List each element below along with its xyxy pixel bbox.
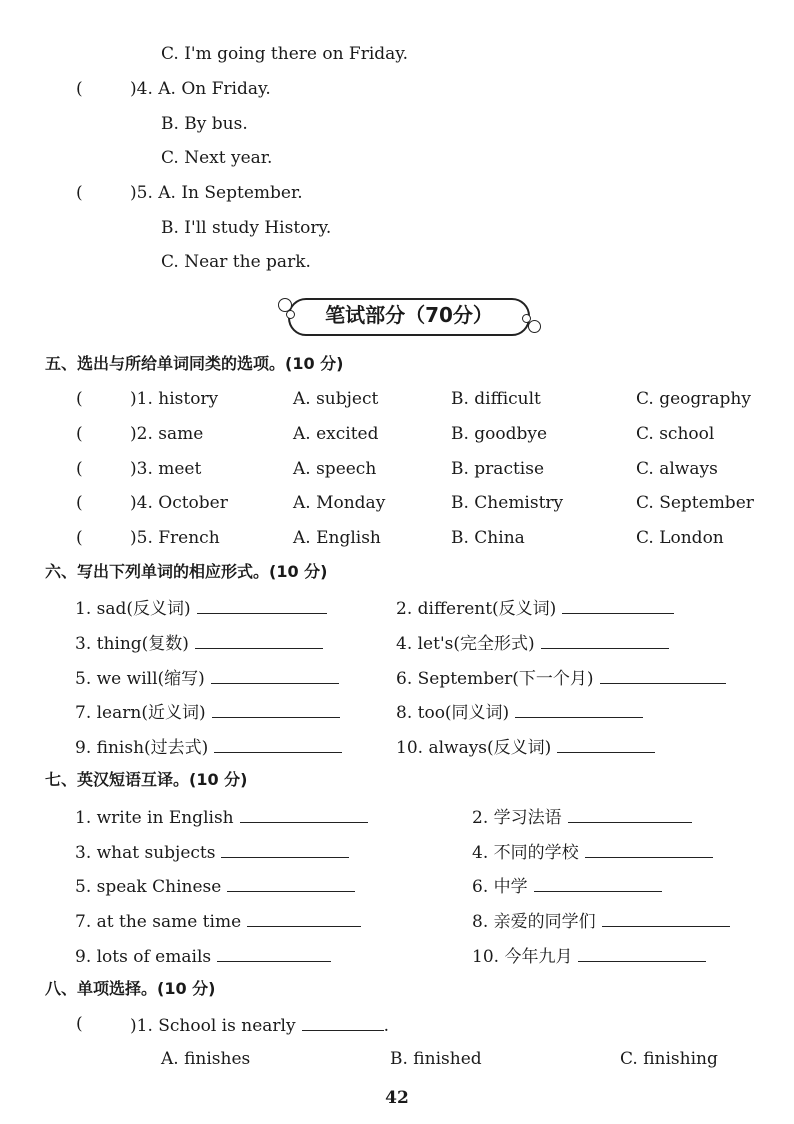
question-word: )4. October bbox=[130, 493, 228, 513]
answer-blank[interactable] bbox=[212, 701, 340, 718]
option-b: B. goodbye bbox=[451, 424, 548, 444]
answer-blank[interactable] bbox=[578, 945, 706, 962]
answer-blank[interactable] bbox=[302, 1014, 384, 1031]
mc-question-stem: )1. School is nearly . bbox=[130, 1016, 389, 1036]
phrase-item: 10. 今年九月 bbox=[472, 945, 706, 967]
word-form-item: 8. too(同义词) bbox=[396, 701, 643, 723]
q3-option-c: C. I'm going there on Friday. bbox=[161, 44, 409, 64]
option-a: A. English bbox=[293, 528, 381, 548]
answer-paren[interactable]: ( bbox=[76, 389, 83, 409]
answer-blank[interactable] bbox=[534, 875, 662, 892]
question-word: )2. same bbox=[130, 424, 204, 444]
answer-blank[interactable] bbox=[240, 806, 368, 823]
option-b: B. practise bbox=[451, 459, 545, 479]
answer-paren[interactable]: ( bbox=[76, 424, 83, 444]
answer-blank[interactable] bbox=[602, 910, 730, 927]
word-form-item: 2. different(反义词) bbox=[396, 597, 674, 619]
option-b: B. finished bbox=[390, 1049, 482, 1069]
option-a: A. Monday bbox=[293, 493, 386, 513]
word-form-item: 3. thing(复数) bbox=[75, 632, 323, 654]
answer-paren[interactable]: ( bbox=[76, 79, 83, 99]
answer-blank[interactable] bbox=[195, 632, 323, 649]
phrase-item: 1. write in English bbox=[75, 806, 368, 828]
answer-blank[interactable] bbox=[221, 841, 349, 858]
option-c: C. geography bbox=[636, 389, 751, 409]
answer-blank[interactable] bbox=[515, 701, 643, 718]
answer-blank[interactable] bbox=[211, 667, 339, 684]
q5-option-c: C. Near the park. bbox=[161, 252, 311, 272]
word-form-item: 10. always(反义词) bbox=[396, 736, 655, 758]
answer-blank[interactable] bbox=[557, 736, 655, 753]
section-6-heading: 六、写出下列单词的相应形式。(10 分) bbox=[45, 562, 328, 581]
word-form-item: 9. finish(过去式) bbox=[75, 736, 342, 758]
phrase-item: 9. lots of emails bbox=[75, 945, 331, 967]
answer-blank[interactable] bbox=[247, 910, 361, 927]
answer-blank[interactable] bbox=[541, 632, 669, 649]
q5-option-b: B. I'll study History. bbox=[161, 218, 332, 238]
option-b: B. difficult bbox=[451, 389, 541, 409]
question-word: )5. French bbox=[130, 528, 220, 548]
word-form-item: 7. learn(近义词) bbox=[75, 701, 340, 723]
option-a: A. finishes bbox=[161, 1049, 251, 1069]
q4-option-a: )4. A. On Friday. bbox=[130, 79, 271, 99]
q4-option-b: B. By bus. bbox=[161, 114, 248, 134]
answer-blank[interactable] bbox=[585, 841, 713, 858]
word-form-item: 6. September(下一个月) bbox=[396, 667, 726, 689]
phrase-item: 5. speak Chinese bbox=[75, 875, 355, 897]
phrase-item: 2. 学习法语 bbox=[472, 806, 692, 828]
option-c: C. September bbox=[636, 493, 754, 513]
option-b: B. China bbox=[451, 528, 525, 548]
section-7-heading: 七、英汉短语互译。(10 分) bbox=[45, 770, 248, 789]
word-form-item: 4. let's(完全形式) bbox=[396, 632, 669, 654]
question-word: )1. history bbox=[130, 389, 219, 409]
phrase-item: 8. 亲爱的同学们 bbox=[472, 910, 730, 932]
section-5-heading: 五、选出与所给单词同类的选项。(10 分) bbox=[45, 354, 344, 373]
answer-paren[interactable]: ( bbox=[76, 528, 83, 548]
q4-option-c: C. Next year. bbox=[161, 148, 273, 168]
option-a: A. excited bbox=[293, 424, 379, 444]
answer-paren[interactable]: ( bbox=[76, 459, 83, 479]
answer-blank[interactable] bbox=[562, 597, 674, 614]
option-c: C. school bbox=[636, 424, 715, 444]
option-c: C. London bbox=[636, 528, 724, 548]
answer-blank[interactable] bbox=[227, 875, 355, 892]
phrase-item: 6. 中学 bbox=[472, 875, 662, 897]
option-c: C. always bbox=[636, 459, 718, 479]
phrase-item: 4. 不同的学校 bbox=[472, 841, 713, 863]
answer-paren[interactable]: ( bbox=[76, 493, 83, 513]
written-part-banner bbox=[278, 296, 540, 336]
answer-blank[interactable] bbox=[214, 736, 342, 753]
phrase-item: 3. what subjects bbox=[75, 841, 349, 863]
word-form-item: 1. sad(反义词) bbox=[75, 597, 327, 619]
question-word: )3. meet bbox=[130, 459, 202, 479]
answer-blank[interactable] bbox=[600, 667, 726, 684]
page-number: 42 bbox=[385, 1088, 409, 1108]
answer-blank[interactable] bbox=[217, 945, 331, 962]
option-a: A. speech bbox=[293, 459, 377, 479]
answer-paren[interactable]: ( bbox=[76, 183, 83, 203]
answer-blank[interactable] bbox=[568, 806, 692, 823]
section-8-heading: 八、单项选择。(10 分) bbox=[45, 979, 216, 998]
answer-blank[interactable] bbox=[197, 597, 327, 614]
banner-title: 笔试部分（70分） bbox=[325, 303, 493, 327]
q5-option-a: )5. A. In September. bbox=[130, 183, 303, 203]
phrase-item: 7. at the same time bbox=[75, 910, 361, 932]
option-c: C. finishing bbox=[620, 1049, 718, 1069]
word-form-item: 5. we will(缩写) bbox=[75, 667, 339, 689]
answer-paren[interactable]: ( bbox=[76, 1014, 83, 1034]
option-b: B. Chemistry bbox=[451, 493, 564, 513]
option-a: A. subject bbox=[293, 389, 379, 409]
